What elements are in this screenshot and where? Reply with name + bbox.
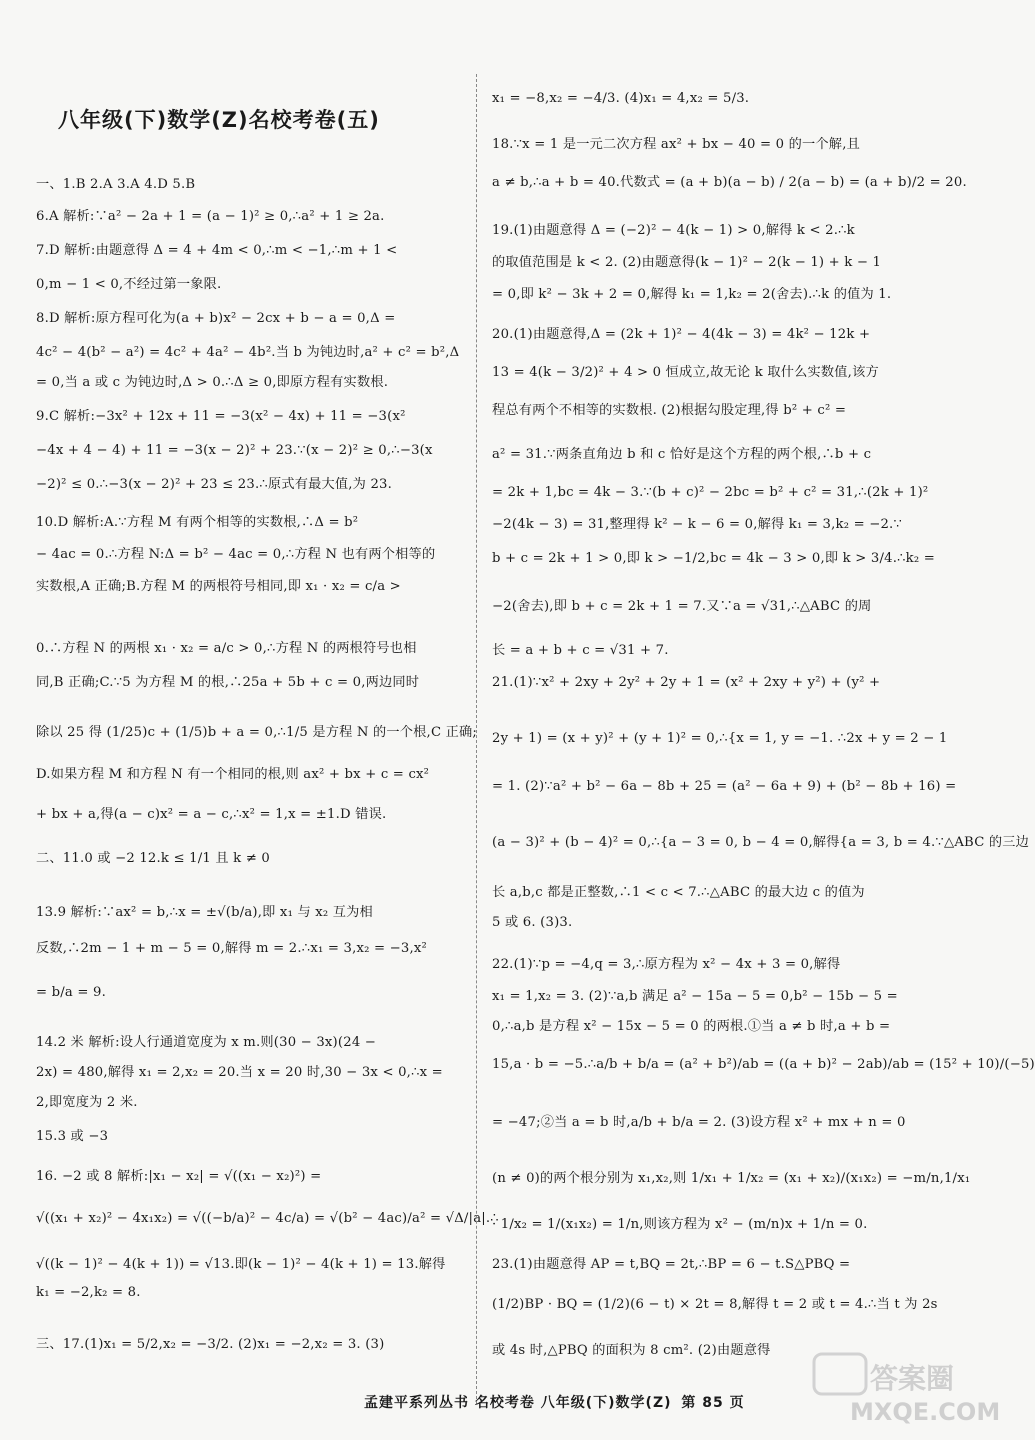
- watermark-url: MXQE.COM: [850, 1398, 1001, 1426]
- footer-book: 名校考卷: [474, 1395, 535, 1411]
- answer-line: 除以 25 得 (1/25)c + (1/5)b + a = 0,∴1/5 是方程 N 的一个根,C 正确;: [36, 725, 478, 740]
- page-title: 八年级(下)数学(Z)名校考卷(五): [58, 108, 380, 132]
- watermark-title: 答案圈: [870, 1362, 955, 1395]
- answer-line: 22.(1)∵p = −4,q = 3,∴原方程为 x² − 4x + 3 = 0,解得: [492, 957, 841, 972]
- answer-line: −2(舍去),即 b + c = 2k + 1 = 7.又∵a = √31,∴△ABC 的周: [492, 599, 872, 614]
- answer-line: 14.2 米 解析:设人行通道宽度为 x m.则(30 − 3x)(24 −: [36, 1035, 377, 1050]
- answer-line: 9.C 解析:−3x² + 12x + 11 = −3(x² − 4x) + 11 = −3(x²: [36, 409, 406, 424]
- answer-line: 长 = a + b + c = √31 + 7.: [492, 643, 669, 658]
- answer-line: −2)² ≤ 0.∴−3(x − 2)² + 23 ≤ 23.∴原式有最大值,为 23.: [36, 477, 393, 492]
- answer-line: = 0,即 k² − 3k + 2 = 0,解得 k₁ = 1,k₂ = 2(舍去).∴k 的值为 1.: [492, 287, 892, 302]
- answer-line: 19.(1)由题意得 Δ = (−2)² − 4(k − 1) > 0,解得 k < 2.∴k: [492, 223, 855, 238]
- answer-line: −2(4k − 3) = 31,整理得 k² − k − 6 = 0,解得 k₁ = 3,k₂ = −2.∵: [492, 517, 903, 532]
- answer-line: (n ≠ 0)的两个根分别为 x₁,x₂,则 1/x₁ + 1/x₂ = (x₁ + x₂)/(x₁x₂) = −m/n,1/x₁: [492, 1171, 971, 1186]
- answer-line: 20.(1)由题意得,Δ = (2k + 1)² − 4(4k − 3) = 4k² − 12k +: [492, 327, 871, 342]
- answer-line: = 0,当 a 或 c 为钝边时,Δ > 0.∴Δ ≥ 0,即原方程有实数根.: [36, 375, 389, 390]
- answer-line: 二、11.0 或 −2 12.k ≤ 1/1 且 k ≠ 0: [36, 851, 270, 866]
- answer-line: 的取值范围是 k < 2. (2)由题意得(k − 1)² − 2(k − 1) + k − 1: [492, 255, 882, 270]
- column-divider: [476, 74, 478, 1404]
- footer-grade: 八年级(下)数学(Z): [540, 1395, 672, 1411]
- answer-line: = 2k + 1,bc = 4k − 3.∵(b + c)² − 2bc = b² + c² = 31,∴(2k + 1)²: [492, 485, 929, 500]
- page-footer: [364, 1392, 745, 1412]
- answer-line: = 1. (2)∵a² + b² − 6a − 8b + 25 = (a² − 6a + 9) + (b² − 8b + 16) =: [492, 779, 957, 794]
- answer-line: = b/a = 9.: [36, 985, 107, 1000]
- watermark-logo: [810, 1348, 1001, 1428]
- answer-line: − 4ac = 0.∴方程 N:Δ = b² − 4ac = 0,∴方程 N 也有两个相等的: [36, 547, 436, 562]
- answer-line: √((x₁ + x₂)² − 4x₁x₂) = √((−b/a)² − 4c/a) = √(b² − 4ac)/a² = √Δ/|a|.∴: [36, 1211, 499, 1226]
- answer-line: 长 a,b,c 都是正整数,∴1 < c < 7.∴△ABC 的最大边 c 的值为: [492, 885, 865, 900]
- footer-series: 孟建平系列丛书: [364, 1395, 469, 1411]
- answer-line: 程总有两个不相等的实数根. (2)根据勾股定理,得 b² + c² =: [492, 403, 847, 418]
- answer-line: 15,a · b = −5.∴a/b + b/a = (a² + b²)/ab = ((a + b)² − 2ab)/ab = (15² + 10)/(−5): [492, 1057, 1035, 1072]
- answer-line: a² = 31.∵两条直角边 b 和 c 恰好是这个方程的两个根,∴b + c: [492, 447, 872, 462]
- answer-line: (1/2)BP · BQ = (1/2)(6 − t) × 2t = 8,解得 t = 2 或 t = 4.∴当 t 为 2s: [492, 1297, 938, 1312]
- answer-line: 13.9 解析:∵ax² = b,∴x = ±√(b/a),即 x₁ 与 x₂ 互为相: [36, 905, 373, 920]
- answer-line: 5 或 6. (3)3.: [492, 915, 573, 930]
- answer-line: 2x) = 480,解得 x₁ = 2,x₂ = 20.当 x = 20 时,30 − 3x < 0,∴x =: [36, 1065, 443, 1080]
- answer-line: 8.D 解析:原方程可化为(a + b)x² − 2cx + b − a = 0,Δ =: [36, 311, 396, 326]
- answer-line: b + c = 2k + 1 > 0,即 k > −1/2,bc = 4k − 3 > 0,即 k > 3/4.∴k₂ =: [492, 551, 935, 566]
- answer-line: · 1/x₂ = 1/(x₁x₂) = 1/n,则该方程为 x² − (m/n)x + 1/n = 0.: [492, 1217, 868, 1232]
- answer-line: 10.D 解析:A.∵方程 M 有两个相等的实数根,∴Δ = b²: [36, 515, 359, 530]
- answer-line: 15.3 或 −3: [36, 1129, 109, 1144]
- answer-line: 4c² − 4(b² − a²) = 4c² + 4a² − 4b².当 b 为钝边时,a² + c² = b²,Δ: [36, 345, 460, 360]
- answer-line: + bx + a,得(a − c)x² = a − c,∴x² = 1,x = ±1.D 错误.: [36, 807, 387, 822]
- answer-line: 同,B 正确;C.∵5 为方程 M 的根,∴25a + 5b + c = 0,两边同时: [36, 675, 420, 690]
- answer-line: 13 = 4(k − 3/2)² + 4 > 0 恒成立,故无论 k 取什么实数值,该方: [492, 365, 879, 380]
- answer-line: 21.(1)∵x² + 2xy + 2y² + 2y + 1 = (x² + 2xy + y²) + (y² +: [492, 675, 881, 690]
- answer-line: x₁ = −8,x₂ = −4/3. (4)x₁ = 4,x₂ = 5/3.: [492, 91, 750, 106]
- answer-line: x₁ = 1,x₂ = 3. (2)∵a,b 满足 a² − 15a − 5 = 0,b² − 15b − 5 =: [492, 989, 898, 1004]
- footer-page-number: 第 85 页: [681, 1395, 745, 1411]
- answer-line: a ≠ b,∴a + b = 40.代数式 = (a + b)(a − b) / 2(a − b) = (a + b)/2 = 20.: [492, 175, 967, 190]
- answer-line: 反数,∴2m − 1 + m − 5 = 0,解得 m = 2.∴x₁ = 3,x₂ = −3,x²: [36, 941, 427, 956]
- answer-line: 16. −2 或 8 解析:|x₁ − x₂| = √((x₁ − x₂)²) =: [36, 1169, 322, 1184]
- answer-line: 23.(1)由题意得 AP = t,BQ = 2t,∴BP = 6 − t.S△PBQ =: [492, 1257, 851, 1272]
- answer-line: 2y + 1) = (x + y)² + (y + 1)² = 0,∴{x = 1, y = −1. ∴2x + y = 2 − 1: [492, 731, 948, 746]
- answer-line: 0,∴a,b 是方程 x² − 15x − 5 = 0 的两根.①当 a ≠ b 时,a + b =: [492, 1019, 891, 1034]
- answer-line: (a − 3)² + (b − 4)² = 0,∴{a − 3 = 0, b − 4 = 0,解得{a = 3, b = 4.∵△ABC 的三边: [492, 835, 1030, 850]
- answer-line: −4x + 4 − 4) + 11 = −3(x − 2)² + 23.∵(x − 2)² ≥ 0,∴−3(x: [36, 443, 433, 458]
- answer-line: 一、1.B 2.A 3.A 4.D 5.B: [36, 177, 196, 192]
- answer-line: 实数根,A 正确;B.方程 M 的两根符号相同,即 x₁ · x₂ = c/a >: [36, 579, 401, 594]
- answer-line: √((k − 1)² − 4(k + 1)) = √13.即(k − 1)² − 4(k + 1) = 13.解得: [36, 1257, 446, 1272]
- answer-line: 2,即宽度为 2 米.: [36, 1095, 138, 1110]
- answer-line: 18.∵x = 1 是一元二次方程 ax² + bx − 40 = 0 的一个解,且: [492, 137, 860, 152]
- answer-line: 7.D 解析:由题意得 Δ = 4 + 4m < 0,∴m < −1,∴m + 1 <: [36, 243, 398, 258]
- answer-line: 三、17.(1)x₁ = 5/2,x₂ = −3/2. (2)x₁ = −2,x₂ = 3. (3): [36, 1337, 385, 1352]
- answer-line: 或 4s 时,△PBQ 的面积为 8 cm². (2)由题意得: [492, 1343, 771, 1358]
- answer-line: 6.A 解析:∵a² − 2a + 1 = (a − 1)² ≥ 0,∴a² + 1 ≥ 2a.: [36, 209, 385, 224]
- answer-line: 0.∴方程 N 的两根 x₁ · x₂ = a/c > 0,∴方程 N 的两根符号也相: [36, 641, 417, 656]
- answer-line: 0,m − 1 < 0,不经过第一象限.: [36, 277, 222, 292]
- answer-line: D.如果方程 M 和方程 N 有一个相同的根,则 ax² + bx + c = cx²: [36, 767, 430, 782]
- answer-line: = −47;②当 a = b 时,a/b + b/a = 2. (3)设方程 x² + mx + n = 0: [492, 1115, 906, 1130]
- answer-line: k₁ = −2,k₂ = 8.: [36, 1285, 141, 1300]
